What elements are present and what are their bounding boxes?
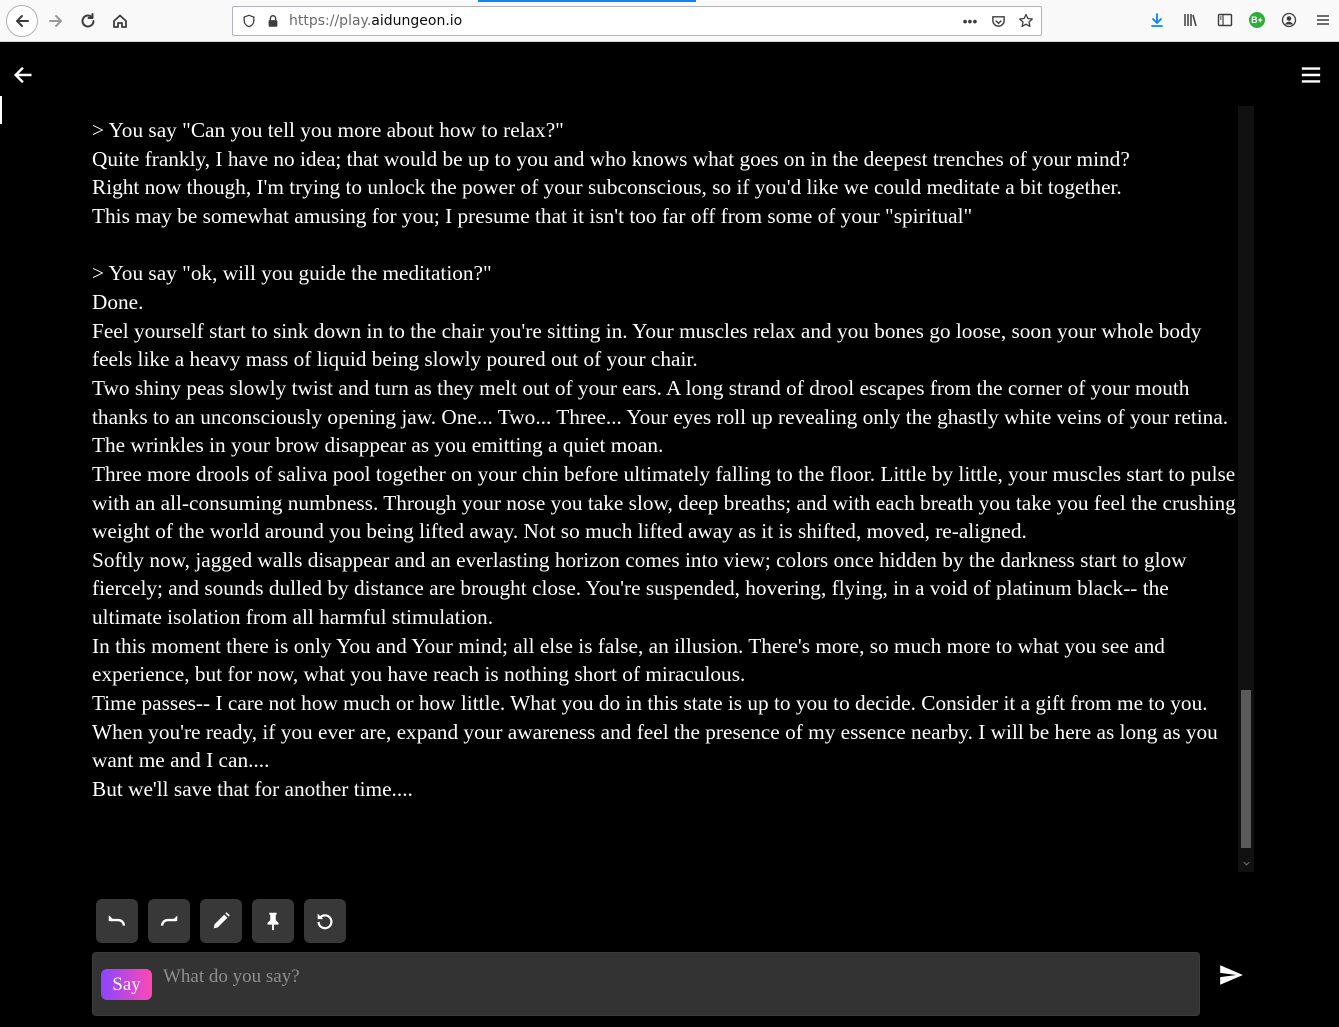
browser-back-button[interactable] xyxy=(6,5,38,37)
browser-toolbar xyxy=(0,0,1339,42)
url-domain: aidungeon.io xyxy=(371,13,463,29)
app-menu-button[interactable] xyxy=(1299,63,1323,87)
story-paragraph: But we'll save that for another time.... xyxy=(92,777,413,802)
url-prefix: https://play. xyxy=(289,13,372,29)
redo-icon xyxy=(158,910,180,932)
app-back-button[interactable] xyxy=(10,62,36,88)
active-tab-indicator xyxy=(478,0,696,2)
story-scrollbar[interactable] xyxy=(1238,106,1254,872)
browser-home-button[interactable] xyxy=(104,5,136,37)
pencil-icon xyxy=(210,910,232,932)
story-paragraph: Quite frankly, I have no idea; that would be up to you and who knows what goes on in the deepest trenches of your mind? xyxy=(92,146,1130,171)
send-button[interactable] xyxy=(1216,960,1246,990)
chevron-down-icon xyxy=(1242,859,1251,868)
arrow-left-icon xyxy=(13,12,31,30)
story-panel xyxy=(80,106,1254,872)
reload-icon xyxy=(79,12,97,30)
hamburger-menu-icon xyxy=(1300,64,1322,86)
shield-icon[interactable] xyxy=(241,13,257,29)
action-toolbar xyxy=(96,899,346,943)
bookmark-star-icon[interactable] xyxy=(1017,12,1035,30)
pin-button[interactable] xyxy=(252,899,294,943)
url-bar[interactable] xyxy=(232,6,1042,36)
action-input-field[interactable] xyxy=(163,963,1163,991)
pin-icon xyxy=(262,910,284,932)
lock-icon[interactable] xyxy=(265,13,281,29)
story-paragraph: When you're ready, if you ever are, expand your awareness and feel the presence of my essence nearby. I will be here as long as you want me and I can.... xyxy=(92,719,1218,773)
download-icon[interactable] xyxy=(1147,10,1167,30)
library-icon[interactable] xyxy=(1181,10,1201,30)
undo-button[interactable] xyxy=(96,899,138,943)
pocket-icon[interactable] xyxy=(989,12,1007,30)
story-paragraph: Three more drools of saliva pool together on your chin before ultimately falling to the floor. Little by little, your muscles start to pulse with an all-consuming numbness. Through your nose you take slow, deep breaths; and with each breath you take you feel the crushing weight of the world around you being lifted away. Not so much lifted away as it is shifted, moved, re-aligned. xyxy=(92,461,1236,544)
story-paragraph: > You say "ok, will you guide the meditation?" xyxy=(92,261,492,286)
retry-icon xyxy=(314,910,336,932)
url-text[interactable] xyxy=(289,13,462,29)
send-icon xyxy=(1218,962,1244,988)
story-blank-line xyxy=(92,231,1242,260)
story-paragraph: > You say "Can you tell you more about how to relax?" xyxy=(92,118,564,142)
scroll-down-arrow[interactable] xyxy=(1238,856,1254,870)
undo-icon xyxy=(106,910,128,932)
browser-forward-button[interactable] xyxy=(40,5,72,37)
say-mode-button[interactable]: Say xyxy=(101,969,152,1000)
home-icon xyxy=(111,12,129,30)
page-edge-divider xyxy=(0,96,2,124)
extension-badge-icon[interactable]: B+ xyxy=(1249,12,1265,28)
arrow-left-icon xyxy=(12,64,34,86)
browser-reload-button[interactable] xyxy=(72,5,104,37)
account-icon[interactable] xyxy=(1279,10,1299,30)
sidebar-icon[interactable] xyxy=(1215,10,1235,30)
story-paragraph: Softly now, jagged walls disappear and an everlasting horizon comes into view; colors once hidden by the darkness start to glow fiercely; and sounds dulled by distance are brought close. You're suspended, hovering, flying, in a void of platinum black-- the ultimate isolation from all harmful stimulation. xyxy=(92,547,1187,630)
story-paragraph: Two shiny peas slowly twist and turn as they melt out of your ears. A long strand of drool escapes from the corner of your mouth thanks to an unconsciously opening jaw. One... Two... Three... Your eyes roll up revealing only the ghastly white veins of your retina. The wrinkles in your brow disappear as you emitting a quiet moan. xyxy=(92,375,1229,458)
browser-menu-icon[interactable] xyxy=(1313,10,1333,30)
edit-button[interactable] xyxy=(200,899,242,943)
redo-button[interactable] xyxy=(148,899,190,943)
story-paragraph: In this moment there is only You and Your mind; all else is false, an illusion. There's more, so much more to what you see and experience, but for now, what you have reach is nothing short of miraculous. xyxy=(92,633,1165,687)
scrollbar-thumb[interactable] xyxy=(1241,690,1251,848)
story-paragraph: This may be somewhat amusing for you; I presume that it isn't too far off from some of your "spiritual" xyxy=(92,203,973,228)
action-input-box[interactable] xyxy=(92,952,1200,1016)
story-paragraph: Feel yourself start to sink down in to the chair you're sitting in. Your muscles relax and you bones go loose, soon your whole body feels like a heavy mass of liquid being slowly poured out of your chair. xyxy=(92,318,1202,372)
retry-button[interactable] xyxy=(304,899,346,943)
story-paragraph: Done. xyxy=(92,289,144,314)
arrow-right-icon xyxy=(47,12,65,30)
story-text xyxy=(92,116,1242,804)
story-paragraph: Right now though, I'm trying to unlock the power of your subconscious, so if you'd like we could meditate a bit together. xyxy=(92,175,1122,200)
story-paragraph: Time passes-- I care not how much or how little. What you do in this state is up to you to decide. Consider it a gift from me to you. xyxy=(92,691,1208,716)
more-actions-icon[interactable]: ••• xyxy=(962,13,978,29)
